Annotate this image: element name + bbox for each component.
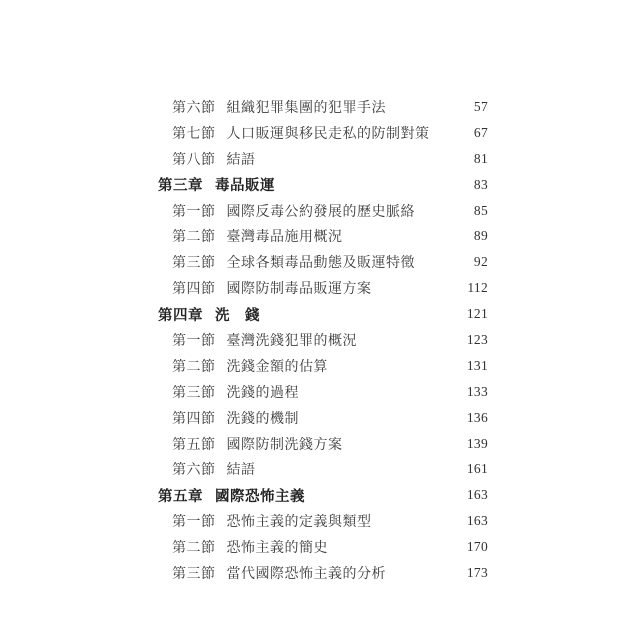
toc-entry	[158, 174, 275, 195]
toc-row	[158, 327, 488, 353]
toc-entry	[172, 97, 386, 117]
toc-entry-page-number: 121	[466, 306, 488, 322]
toc-entry-title: 當代國際恐怖主義的分析	[226, 566, 386, 582]
toc-entry-number-label: 第四章	[158, 307, 203, 324]
toc-row	[158, 456, 488, 482]
toc-entry-page-number: 92	[473, 254, 488, 270]
toc-entry-page-number: 83	[473, 176, 488, 192]
toc-entry	[172, 330, 357, 350]
toc-entry-title: 洗錢的過程	[226, 385, 299, 401]
toc-entry-title: 人口販運與移民走私的防制對策	[226, 126, 430, 142]
toc-entry	[172, 356, 328, 376]
toc-entry-page-number: 163	[466, 487, 488, 503]
toc-entry-title: 國際恐怖主義	[215, 488, 305, 505]
toc-row	[158, 301, 488, 327]
toc-entry-number-label: 第七節	[172, 126, 216, 142]
toc-entry-page-number: 163	[466, 513, 488, 529]
toc-row	[158, 379, 488, 405]
toc-entry	[172, 563, 386, 583]
toc-entry-title: 結語	[226, 463, 256, 479]
toc-entry-title: 洗錢金額的估算	[226, 359, 328, 375]
toc-entry-page-number: 139	[466, 435, 488, 451]
toc-entry-page-number: 170	[466, 539, 488, 555]
toc-entry-title: 全球各類毒品動態及販運特徵	[226, 256, 415, 272]
toc-entry	[172, 123, 430, 143]
toc-row	[158, 405, 488, 431]
toc-row	[158, 508, 488, 534]
toc-row	[158, 560, 488, 586]
toc-entry-title: 組織犯罪集團的犯罪手法	[226, 100, 386, 116]
toc-entry-number-label: 第四節	[172, 282, 216, 298]
toc-entry-title: 臺灣毒品施用概況	[226, 230, 343, 246]
toc-entry-number-label: 第三章	[158, 178, 203, 195]
toc-entry	[158, 485, 305, 506]
toc-entry-number-label: 第六節	[172, 463, 216, 479]
toc-entry-title: 國際防制毒品販運方案	[226, 282, 372, 298]
toc-entry	[158, 304, 260, 325]
toc-row	[158, 275, 488, 301]
toc-entry-page-number: 123	[466, 331, 488, 347]
toc-entry-page-number: 136	[466, 409, 488, 425]
toc-entry-number-label: 第二節	[172, 541, 216, 557]
toc-entry	[172, 278, 372, 298]
toc-entry	[172, 149, 256, 169]
toc-entry-number-label: 第一節	[172, 204, 216, 220]
toc-entry-title: 洗 錢	[215, 307, 260, 324]
toc-entry-page-number: 161	[466, 461, 488, 477]
toc-row	[158, 353, 488, 379]
toc-row	[158, 431, 488, 457]
toc-entry-page-number: 112	[467, 280, 488, 296]
toc-entry-title: 結語	[226, 152, 256, 168]
toc-entry-title: 臺灣洗錢犯罪的概況	[226, 333, 357, 349]
toc-entry	[172, 382, 299, 402]
toc-entry-title: 國際防制洗錢方案	[226, 437, 343, 453]
toc-entry-number-label: 第二節	[172, 230, 216, 246]
toc-entry	[172, 434, 343, 454]
toc-row	[158, 482, 488, 508]
toc-row	[158, 534, 488, 560]
toc-entry-page-number: 133	[466, 383, 488, 399]
toc-row	[158, 120, 488, 146]
toc-entry	[172, 511, 372, 531]
toc-entry	[172, 459, 256, 479]
toc-entry-page-number: 67	[473, 124, 488, 140]
toc-entry-title: 恐怖主義的簡史	[226, 541, 328, 557]
toc-entry-number-label: 第四節	[172, 411, 216, 427]
toc-entry-number-label: 第三節	[172, 566, 216, 582]
toc-entry	[172, 537, 328, 557]
toc-entry-number-label: 第一節	[172, 333, 216, 349]
toc-entry-page-number: 81	[473, 150, 488, 166]
toc-entry-number-label: 第六節	[172, 100, 216, 116]
toc-entry	[172, 408, 299, 428]
toc-entry-page-number: 85	[473, 202, 488, 218]
toc-row	[158, 198, 488, 224]
toc-entry-number-label: 第五節	[172, 437, 216, 453]
toc-entry	[172, 201, 415, 221]
toc-entry-page-number: 89	[473, 228, 488, 244]
table-of-contents	[158, 94, 488, 586]
toc-entry	[172, 252, 415, 272]
toc-row	[158, 172, 488, 198]
toc-entry-number-label: 第三節	[172, 385, 216, 401]
toc-entry-number-label: 第八節	[172, 152, 216, 168]
toc-row	[158, 223, 488, 249]
toc-row	[158, 94, 488, 120]
toc-entry-number-label: 第一節	[172, 515, 216, 531]
toc-entry-page-number: 173	[466, 564, 488, 580]
toc-row	[158, 249, 488, 275]
toc-entry-title: 國際反毒公約發展的歷史脈絡	[226, 204, 415, 220]
toc-entry-number-label: 第五章	[158, 488, 203, 505]
toc-entry-title: 毒品販運	[215, 178, 275, 195]
toc-entry-number-label: 第二節	[172, 359, 216, 375]
toc-entry-number-label: 第三節	[172, 256, 216, 272]
toc-entry	[172, 226, 343, 246]
toc-entry-page-number: 57	[473, 98, 488, 114]
toc-entry-title: 恐怖主義的定義與類型	[226, 515, 372, 531]
toc-entry-page-number: 131	[466, 357, 488, 373]
toc-entry-title: 洗錢的機制	[226, 411, 299, 427]
toc-row	[158, 146, 488, 172]
